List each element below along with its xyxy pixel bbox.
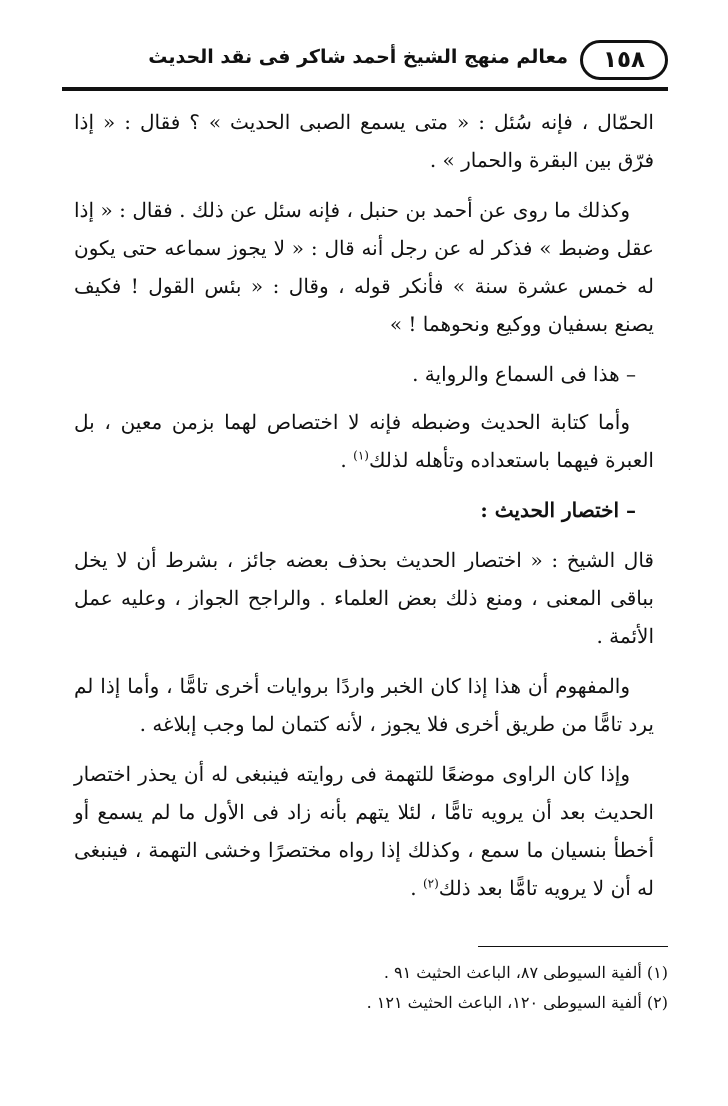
page-body [74, 103, 654, 919]
paragraph-5: والمفهوم أن هذا إذا كان الخبر واردًا بروايات أخرى تامًّا ، وأما إذا لم يرد تامًّا من طريق أخرى فلا يجوز ، لأنه كتمان لما وجب إبلاغه . [74, 674, 654, 736]
header-rule [62, 87, 668, 91]
footnote-rule [478, 946, 668, 947]
paragraph-6-text: وإذا كان الراوى موضعًا للتهمة فى روايته فينبغى له أن يحذر اختصار الحديث بعد أن يرويه تامًّا ، لئلا يتهم بأنه زاد فى الأول ما لم يسمع أو أخطأ بنسيان ما سمع ، وكذلك إذا رواه مختصرًا وخشى التهمة ، فينبغى له أن لا يرويه تامًّا بعد ذلك [74, 762, 654, 900]
section-subheading: – اختصار الحديث : [480, 498, 636, 522]
paragraph-6-end: . [410, 876, 423, 900]
paragraph-1: الحمّال ، فإنه سُئل : « متى يسمع الصبى الحديث » ؟ فقال : « إذا فرّق بين البقرة والحمار » . [74, 110, 654, 172]
footnotes [80, 958, 668, 1018]
running-title: معالم منهج الشيخ أحمد شاكر فى نقد الحديث [148, 46, 568, 68]
paragraph-6 [74, 755, 654, 907]
page-header [62, 40, 668, 92]
footnote-ref-2: (٢) [422, 876, 439, 891]
paragraph-3 [74, 403, 654, 479]
paragraph-3-text: وأما كتابة الحديث وضبطه فإنه لا اختصاص لهما بزمن معين ، بل العبرة فيهما باستعداده وتأهله لذلك [74, 410, 654, 472]
paragraph-4: قال الشيخ : « اختصار الحديث بحذف بعضه جائز ، بشرط أن لا يخل بباقى المعنى ، ومنع ذلك بعض العلماء . والراجح الجواز ، وعليه عمل الأئمة . [74, 548, 654, 648]
dash-line: – هذا فى السماع والرواية . [412, 362, 636, 386]
footnote-ref-1: (١) [353, 448, 369, 463]
paragraph-3-end: . [340, 448, 354, 472]
paragraph-2: وكذلك ما روى عن أحمد بن حنبل ، فإنه سئل عن ذلك . فقال : « إذا عقل وضبط » فذكر له عن رجل أنه قال : « لا يجوز سماعه حتى يكون له خمس عشرة سنة » فأنكر قوله ، وقال : « بئس القول ! فكيف يصنع بسفيان ووكيع ونحوهما ! » [74, 198, 654, 336]
page-number: ١٥٨ [580, 40, 668, 80]
footnote-1: (١) ألفية السيوطى ٨٧، الباعث الحثيث ٩١ . [383, 963, 668, 982]
footnote-2: (٢) ألفية السيوطى ١٢٠، الباعث الحثيث ١٢١ . [366, 993, 668, 1012]
